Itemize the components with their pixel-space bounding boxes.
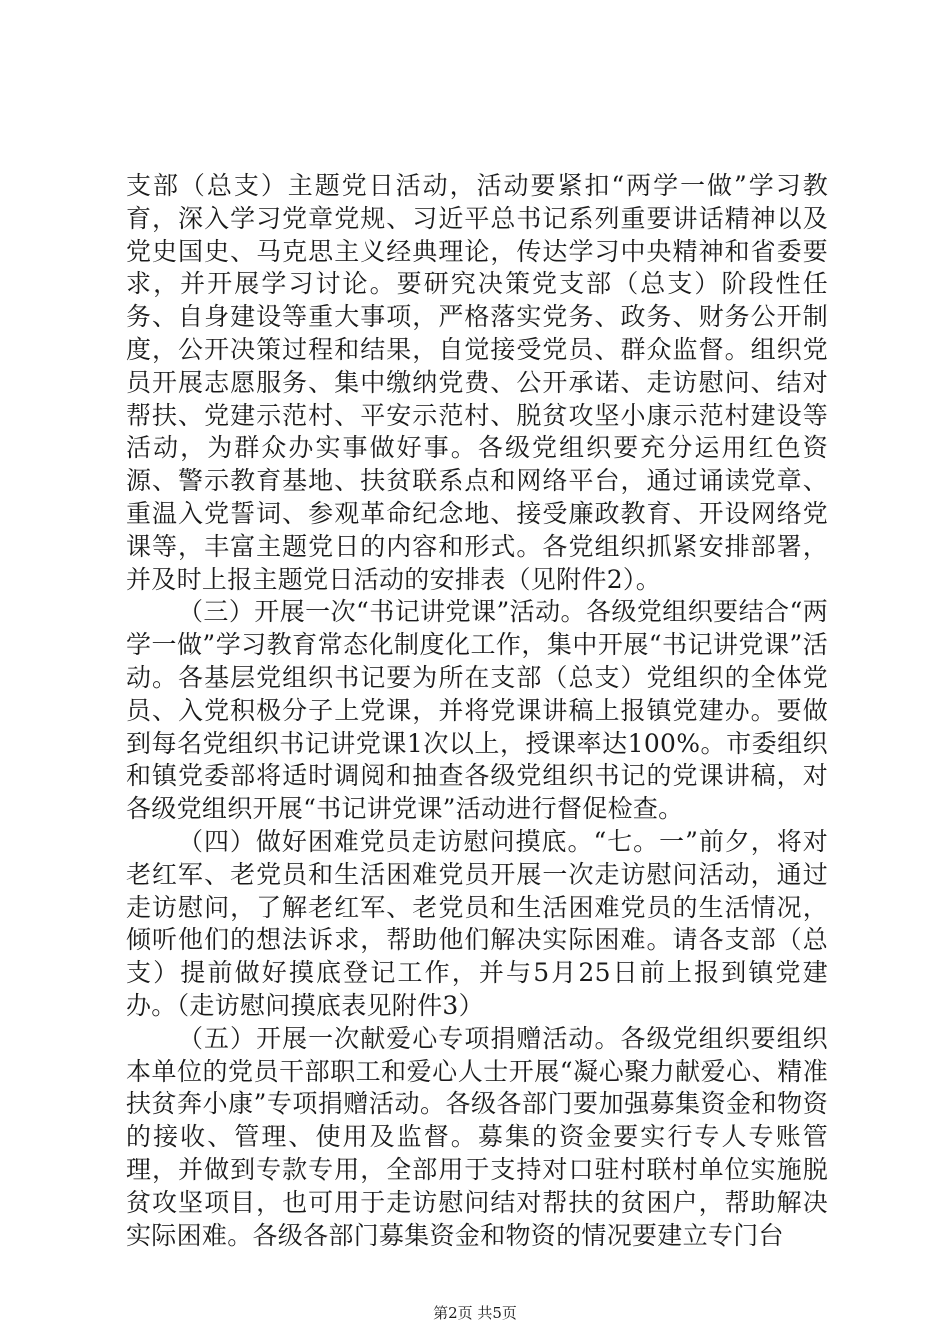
- page-number-footer: 第2页 共5页: [433, 1304, 517, 1322]
- paragraph-theme-party-day: 支部（总支）主题党日活动，活动要紧扣“两学一做”学习教育，深入学习党章党规、习近平总书记系列重要讲话精神以及党史国史、马克思主义经典理论，传达学习中央精神和省委要求，并开展学习讨论。要研究决策党支部（总支）阶段性任务、自身建设等重大事项，严格落实党务、政务、财务公开制度，公开决策过程和结果，自觉接受党员、群众监督。组织党员开展志愿服务、集中缴纳党费、公开承诺、走访慰问、结对帮扶、党建示范村、平安示范村、脱贫攻坚小康示范村建设等活动，为群众办实事做好事。各级党组织要充分运用红色资源、警示教育基地、扶贫联系点和网络平台，通过诵读党章、重温入党誓词、参观革命纪念地、接受廉政教育、开设网络党课等，丰富主题党日的内容和形式。各党组织抓紧安排部署，并及时上报主题党日活动的安排表（见附件2）。: [126, 171, 828, 594]
- paragraph-charity-donation: （五）开展一次献爱心专项捐赠活动。各级党组织要组织本单位的党员干部职工和爱心人士开展“凝心聚力献爱心、精准扶贫奔小康”专项捐赠活动。各级各部门要加强募集资金和物资的接收、管理、使用及监督。募集的资金要实行专人专账管理，并做到专款专用，全部用于支持对口驻村联村单位实施脱贫攻坚项目，也可用于走访慰问结对帮扶的贫困户，帮助解决实际困难。各级各部门募集资金和物资的情况要建立专门台: [126, 1023, 828, 1250]
- paragraph-secretary-party-lecture: （三）开展一次“书记讲党课”活动。各级党组织要结合“两学一做”学习教育常态化制度化工作，集中开展“书记讲党课”活动。各基层党组织书记要为所在支部（总支）党组织的全体党员、入党积极分子上党课，并将党课讲稿上报镇党建办。要做到每名党组织书记讲党课1次以上，授课率达100%。市委组织和镇党委部将适时调阅和抽查各级党组织书记的党课讲稿，对各级党组织开展“书记讲党课”活动进行督促检查。: [126, 597, 828, 824]
- paragraph-difficult-members-visit: （四）做好困难党员走访慰问摸底。“七。一”前夕，将对老红军、老党员和生活困难党员开展一次走访慰问活动，通过走访慰问，了解老红军、老党员和生活困难党员的生活情况，倾听他们的想法诉求，帮助他们解决实际困难。请各支部（总支）提前做好摸底登记工作，并与5月25日前上报到镇党建办。（走访慰问摸底表见附件3）: [126, 826, 828, 1020]
- document-body: [126, 170, 828, 1252]
